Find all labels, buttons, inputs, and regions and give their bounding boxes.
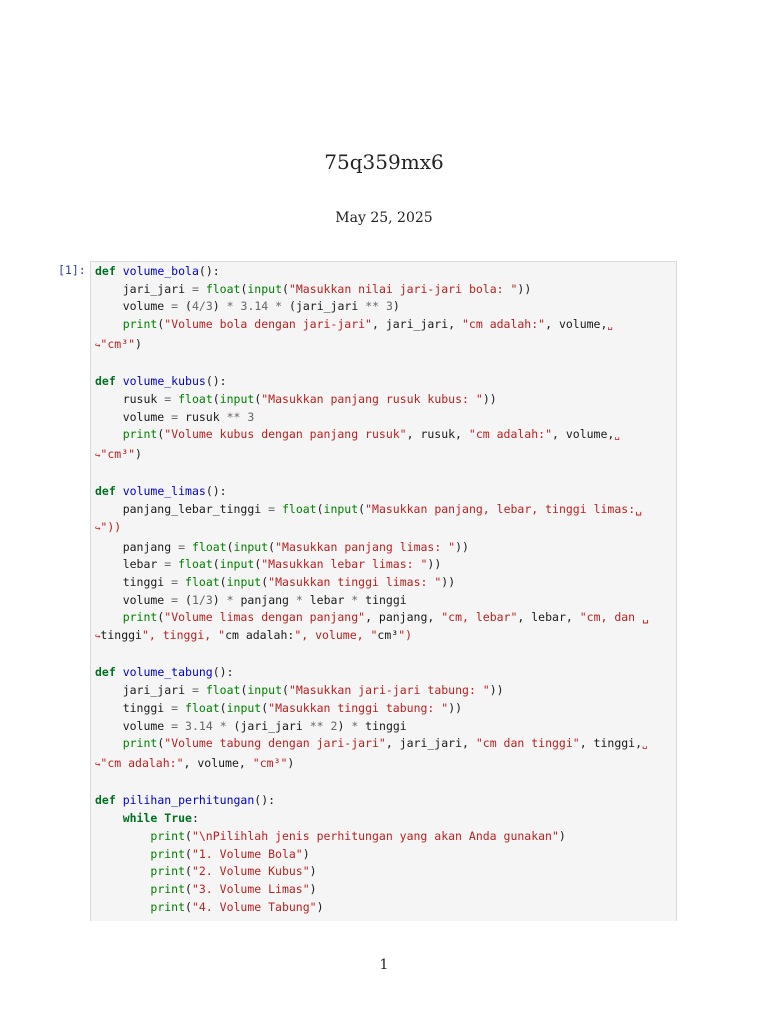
code-line: ↪"cm adalah:", volume, "cm³") xyxy=(95,755,295,770)
code-line: volume = 3.14 * (jari_jari ** 2) * tinggi xyxy=(95,718,407,733)
code-line: def pilihan_perhitungan(): xyxy=(95,793,276,808)
code-line: ↪tinggi", tinggi, "cm adalah:", volume, "cm³") xyxy=(95,628,413,643)
code-line: lebar = float(input("Masukkan lebar limas: ")) xyxy=(95,557,442,572)
code-line: jari_jari = float(input("Masukkan nilai jari-jari bola: ")) xyxy=(95,281,532,296)
code-line xyxy=(95,467,102,481)
code-line: volume = (4/3) * 3.14 * (jari_jari ** 3) xyxy=(95,299,400,314)
code-line: print("3. Volume Limas") xyxy=(150,881,317,896)
cell-prompt: [1]: xyxy=(58,263,86,277)
code-line: jari_jari = float(input("Masukkan jari-jari tabung: ")) xyxy=(95,683,504,698)
code-line: while True: xyxy=(122,811,199,826)
code-block xyxy=(91,262,676,916)
code-line: print("\nPilihlah jenis perhitungan yang akan Anda gunakan") xyxy=(150,828,566,843)
code-line: ↪"cm³") xyxy=(95,336,142,351)
code-line xyxy=(95,776,102,790)
code-line: ↪")) xyxy=(95,519,122,534)
code-line: rusuk = float(input("Masukkan panjang rusuk kubus: ")) xyxy=(95,391,497,406)
document-title: 75q359mx6 xyxy=(324,150,444,174)
code-line: tinggi = float(input("Masukkan tinggi limas: ")) xyxy=(95,574,456,589)
code-line: volume = rusuk ** 3 xyxy=(95,409,255,424)
code-line: print("Volume limas dengan panjang", panjang, "cm, lebar", lebar, "cm, dan ␣ xyxy=(122,610,649,625)
code-line: print("Volume kubus dengan panjang rusuk", rusuk, "cm adalah:", volume,␣ xyxy=(122,427,620,442)
code-line: volume = (1/3) * panjang * lebar * tinggi xyxy=(95,592,407,607)
code-line: print("Volume bola dengan jari-jari", jari_jari, "cm adalah:", volume,␣ xyxy=(122,317,613,332)
code-line: panjang_lebar_tinggi = float(input("Masukkan panjang, lebar, tinggi limas:␣ xyxy=(95,502,643,517)
code-line: print("Volume tabung dengan jari-jari", jari_jari, "cm dan tinggi", tinggi,␣ xyxy=(122,736,648,751)
code-line: panjang = float(input("Masukkan panjang limas: ")) xyxy=(95,539,469,554)
code-line: print("1. Volume Bola") xyxy=(150,846,310,861)
code-line xyxy=(95,357,102,371)
code-line: def volume_bola(): xyxy=(95,264,220,278)
code-line: tinggi = float(input("Masukkan tinggi tabung: ")) xyxy=(95,700,463,715)
code-cell[interactable] xyxy=(90,261,677,921)
code-line: def volume_kubus(): xyxy=(95,374,227,389)
code-line: ↪"cm³") xyxy=(95,447,142,462)
code-line: print("4. Volume Tabung") xyxy=(150,899,324,914)
code-line xyxy=(95,648,102,662)
code-line: def volume_limas(): xyxy=(95,484,227,499)
code-line: def volume_tabung(): xyxy=(95,665,234,680)
document-date: May 25, 2025 xyxy=(335,210,433,226)
page-number: 1 xyxy=(379,957,389,973)
code-line: print("2. Volume Kubus") xyxy=(150,864,317,879)
